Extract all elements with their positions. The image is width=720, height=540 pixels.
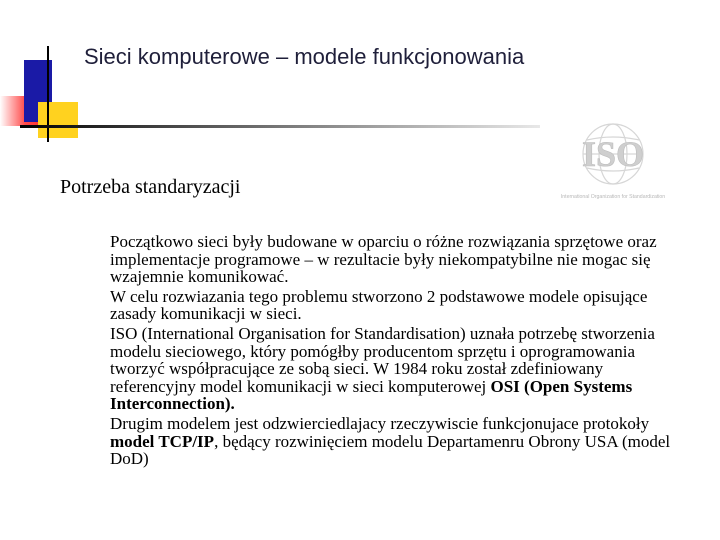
paragraph-2: W celu rozwiazania tego problemu stworzono 2 podstawowe modele opisujące zasady komunikacji w sieci. bbox=[110, 286, 648, 324]
iso-logo-caption: International Organization for Standardization bbox=[560, 194, 666, 200]
slide-body bbox=[110, 233, 682, 470]
decorative-horizontal-line bbox=[20, 125, 540, 128]
iso-logo-text: ISO bbox=[581, 134, 645, 174]
osi-model-name: OSI (Open Systems Interconnection). bbox=[110, 376, 633, 414]
slide-subtitle: Potrzeba standaryzacji bbox=[60, 176, 241, 198]
decorative-yellow-square bbox=[38, 102, 78, 138]
paragraph-4-text-end: , będący rozwinięciem modelu Departamenru Obrony USA (model DoD) bbox=[110, 431, 671, 469]
paragraph-4 bbox=[110, 415, 682, 468]
slide-title: Sieci komputerowe – modele funkcjonowania bbox=[84, 44, 525, 69]
paragraph-4-text: Drugim modelem jest odzwierciedlajacy rzeczywiscie funkcjonujace protokoły bbox=[110, 413, 650, 433]
paragraph-3 bbox=[110, 325, 682, 413]
tcpip-model-name: model TCP/IP bbox=[110, 431, 215, 451]
paragraph-3-text: ISO (International Organisation for Standardisation) uznała potrzebę stworzenia modelu sieciowego, który pomógłby producentom sprzętu i oprogramowania tworzyć współpracujące ze sobą sieci. W 1984 roku został zdefiniowany referencyjny model komunikacji w sieci komputerowej bbox=[110, 323, 655, 396]
paragraph-1: Początkowo sieci były budowane w oparciu o różne rozwiązania sprzętowe oraz implementacje programowe – w rezultacie były niekompatybilne nie mogac się wzajemnie komunikować. bbox=[110, 232, 657, 287]
iso-logo bbox=[546, 116, 680, 202]
